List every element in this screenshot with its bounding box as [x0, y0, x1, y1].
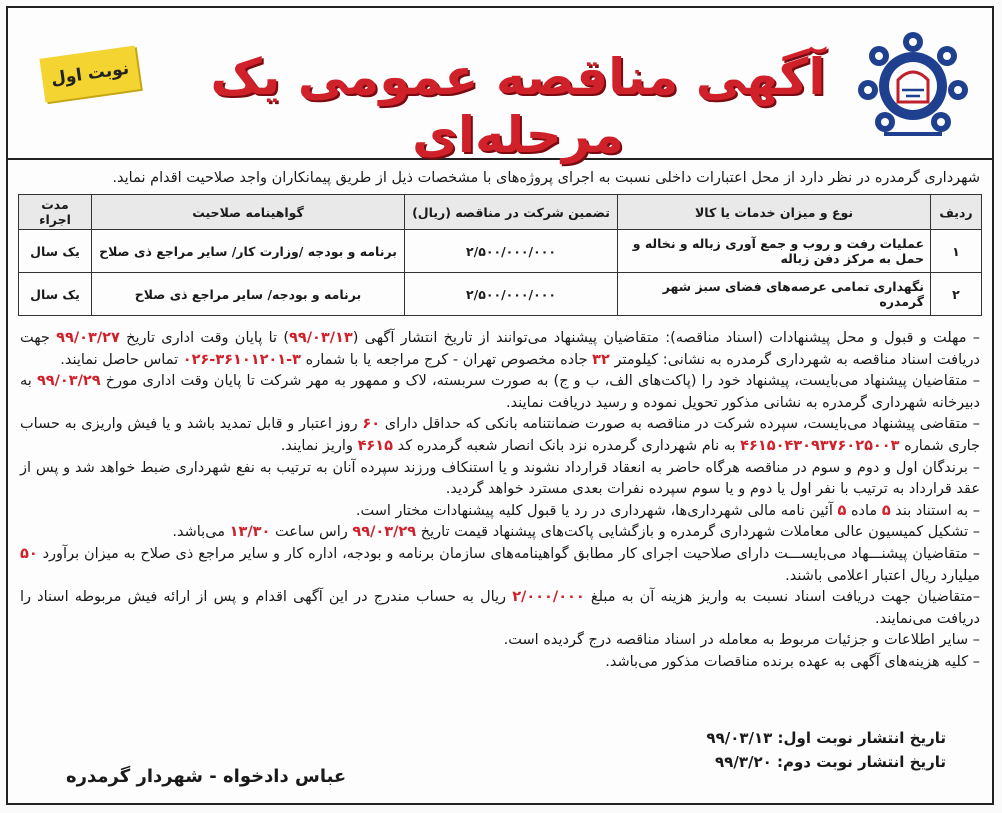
offer-deadline: ۹۹/۰۳/۲۹	[36, 373, 101, 390]
condition-regulation: – به استناد بند ۵ ماده ۵ آئین نامه مالی شهرداری‌ها، شهرداری در رد یا قبول کلیه پیشنهادات مختار است.	[355, 502, 980, 519]
cell-service: نگهداری تمامی عرصه‌های فضای سبز شهر گرمدره	[618, 273, 931, 316]
guarantee-days: ۶۰	[362, 416, 381, 433]
col-header-duration: مدت اجراء	[19, 195, 92, 230]
condition-winners: – برندگان اول و دوم و سوم در مناقصه هرگاه حاضر به انعقاد قرارداد نشوند و یا استنکاف ورزند سپرده آنان به ترتیب به نفع شهرداری ضبط خواهد شد و پس از عقد قرارداد به ترتیب با نفر اول یا دوم و یا سوم سپرده نفرات بعدی مسترد خواهد گردید.	[20, 459, 980, 498]
ad-title: آگهی مناقصه عمومی یک مرحله‌ای	[210, 48, 826, 164]
ad-frame	[6, 6, 994, 805]
intro-text: شهرداری گرمدره در نظر دارد از محل اعتبارات داخلی نسبت به اجرای پروژه‌های با مشخصات ذیل از طریق پیمانکاران واجد صلاحیت اقدام نماید.	[112, 170, 980, 186]
cell-certificate: برنامه و بودجه /وزارت کار/ سایر مراجع ذی صلاح	[92, 230, 405, 273]
round-badge: نوبت اول	[39, 46, 140, 103]
condition-commission: – تشکیل کمیسیون عالی معاملات شهرداری گرمدره و بازگشایی پاکت‌های پیشنهاد قیمت تاریخ ۹۹/۰۳/۲۹ راس ساعت ۱۳/۳۰ می‌باشد.	[172, 524, 980, 541]
col-header-certificate: گواهینامه صلاحیت	[92, 195, 405, 230]
cell-duration: یک سال	[19, 273, 92, 316]
km-number: ۳۲	[592, 351, 610, 368]
cell-service: عملیات رفت و روب و جمع آوری زباله و نخاله و حمل به مرکز دفن زباله	[618, 230, 931, 273]
cell-guarantee: ۲/۵۰۰/۰۰۰/۰۰۰	[405, 273, 618, 316]
first-publication-date: تاریخ انتشار نوبت اول: ۹۹/۰۳/۱۳	[706, 729, 946, 747]
cell-guarantee: ۲/۵۰۰/۰۰۰/۰۰۰	[405, 230, 618, 273]
col-header-guarantee: تضمین شرکت در مناقصه (ریال)	[405, 195, 618, 230]
cell-row-number: ۱	[931, 230, 982, 273]
conditions-text	[20, 328, 980, 674]
table-header-row	[19, 195, 982, 230]
table-row	[19, 273, 982, 316]
condition-document-fee: –متقاضیان جهت دریافت اسناد نسبت به واریز هزینه آن به مبلغ ۲/۰۰۰/۰۰۰ ریال به حساب مندرج در این آگهی اقدام و پس از ارائه فیش مربوطه اسناد را دریافت می‌نمایند.	[20, 589, 980, 627]
cell-certificate: برنامه و بودجه/ سایر مراجع ذی صلاح	[92, 273, 405, 316]
phone-number: ۳-۳۶۱۰۱۲۰۱-۰۲۶	[182, 351, 302, 368]
mayor-signature: عباس دادخواه - شهردار گرمدره	[66, 766, 347, 787]
publish-date: ۹۹/۰۳/۱۳	[289, 330, 353, 346]
publication-dates	[706, 726, 946, 774]
cell-duration: یک سال	[19, 230, 92, 273]
opening-date: ۹۹/۰۳/۲۹	[352, 524, 417, 541]
condition-deadline-documents: – مهلت و قبول و محل پیشنهادات (اسناد مناقصه): متقاضیان پیشنهاد می‌توانند از تاریخ انتشار آگهی (۹۹/۰۳/۱۳) تا پایان وقت اداری تاریخ ۹۹/۰۳/۲۷ جهت دریافت اسناد مناقصه به شهرداری گرمدره به نشانی: کیلومتر ۳۲ جاده مخصوص تهران - کرج مراجعه یا با شماره ۳-۳۶۱۰۱۲۰۱-۰۲۶ تماس حاصل نمایند.	[20, 330, 980, 368]
branch-code: ۴۶۱۵	[357, 437, 393, 454]
article-number: ۵	[837, 502, 847, 519]
projects-table	[18, 194, 982, 316]
second-publication-date: تاریخ انتشار نوبت دوم: ۹۹/۳/۲۰	[715, 753, 946, 771]
estimate-amount: ۵۰	[20, 545, 38, 562]
condition-submit-offer: – متقاضیان پیشنهاد می‌بایست، پیشنهاد خود را (پاکت‌های الف، ب و ج) به صورت سربسته، لاک و ممهور به مهر شرکت تا پایان وقت اداری مورخ ۹۹/۰۳/۲۹ به دبیرخانه شهرداری گرمدره به نشانی مذکور تحویل نموده و رسید دریافت نمایند.	[20, 373, 980, 411]
clause-number: ۵	[881, 502, 891, 519]
documents-deadline: ۹۹/۰۳/۲۷	[56, 330, 120, 346]
condition-qualification: – متقاضیان پیشنـــهاد می‌بایســـت دارای صلاحیت اجرای کار مطابق گواهینامه‌های سازمان برنامه و بودجه، اداره کار و سایر مراجع ذی صلاح به میزان برآورد ۵۰ میلیارد ریال اعتبار اعلامی باشند.	[20, 545, 980, 584]
col-header-row-number: ردیف	[931, 195, 982, 230]
table-row	[19, 230, 982, 273]
condition-ad-costs: – کلیه هزینه‌های آگهی به عهده برنده مناقصات مذکور می‌باشد.	[605, 653, 980, 670]
cell-row-number: ۲	[931, 273, 982, 316]
col-header-service: نوع و میزان خدمات یا کالا	[618, 195, 931, 230]
condition-details: – سایر اطلاعات و جزئیات مربوط به معامله در اسناد مناقصه درج گردیده است.	[503, 632, 980, 649]
document-fee: ۲/۰۰۰/۰۰۰	[512, 589, 585, 606]
ad-header	[8, 8, 992, 164]
account-number: ۴۶۱۵۰۴۳۰۹۳۷۶۰۲۵۰۰۳	[740, 437, 900, 454]
municipality-logo-icon	[854, 30, 972, 140]
condition-deposit: – متقاضی پیشنهاد می‌بایست، سپرده شرکت در مناقصه به صورت ضمانتنامه بانکی که حداقل دارای ۶۰ روز اعتبار و قابل تمدید باشد و یا فیش واریزی به حساب جاری شماره ۴۶۱۵۰۴۳۰۹۳۷۶۰۲۵۰۰۳ به نام شهرداری گرمدره نزد بانک انصار شعبه گرمدره کد ۴۶۱۵ واریز نمایند.	[20, 416, 981, 454]
opening-time: ۱۳/۳۰	[229, 524, 271, 541]
